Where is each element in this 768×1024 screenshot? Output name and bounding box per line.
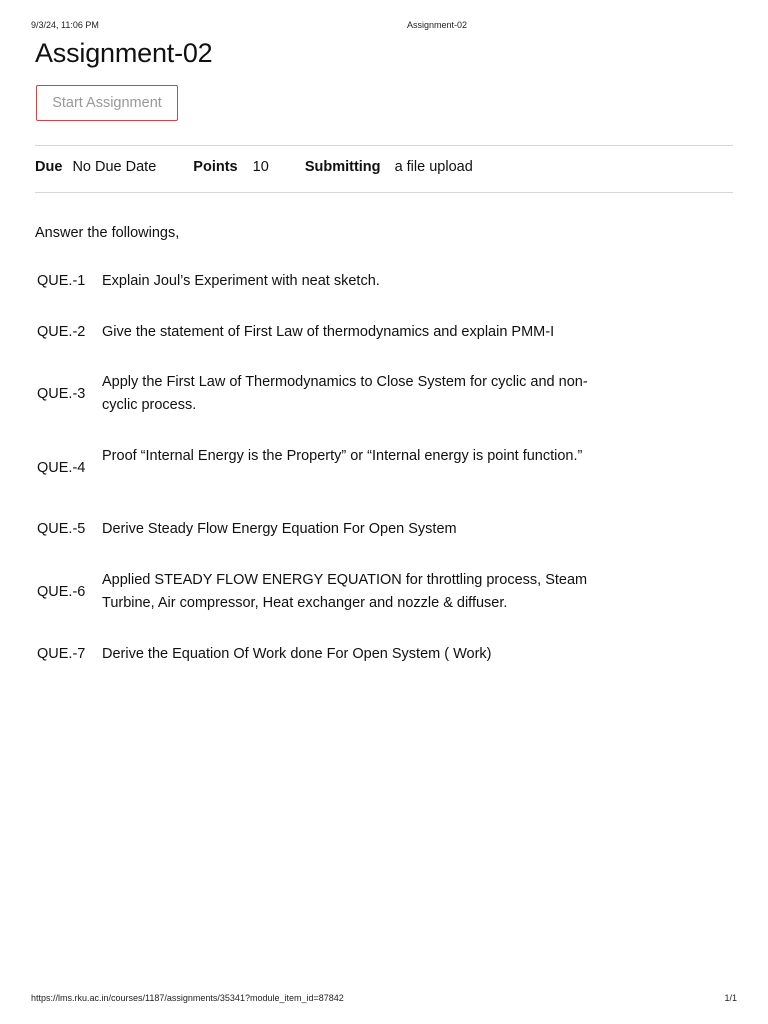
page-title: Assignment-02 bbox=[35, 38, 213, 68]
question-number: QUE.-2 bbox=[37, 324, 86, 340]
start-assignment-button[interactable]: Start Assignment bbox=[36, 85, 178, 121]
question-number: QUE.-7 bbox=[37, 646, 86, 662]
question-number: QUE.-4 bbox=[37, 460, 86, 476]
due-label: Due bbox=[35, 159, 63, 175]
divider-bottom bbox=[35, 192, 733, 193]
question-number: QUE.-5 bbox=[37, 521, 86, 537]
print-page-number: 1/1 bbox=[724, 993, 737, 1003]
question-text: Proof “Internal Energy is the Property” or “Internal energy is point function.” bbox=[102, 448, 583, 464]
question-text: Derive the Equation Of Work done For Open System ( Work) bbox=[102, 646, 492, 662]
due-value: No Due Date bbox=[72, 159, 157, 175]
print-datetime: 9/3/24, 11:06 PM bbox=[31, 20, 99, 30]
question-text: Applied STEADY FLOW ENERGY EQUATION for throttling process, Steam Turbine, Air compressor, Heat exchanger and nozzle & diffuser. bbox=[102, 572, 588, 611]
question-number: QUE.-3 bbox=[37, 386, 86, 402]
submitting-value: a file upload bbox=[394, 159, 473, 175]
question-text: Give the statement of First Law of thermodynamics and explain PMM-I bbox=[102, 324, 555, 340]
question-text: Apply the First Law of Thermodynamics to Close System for cyclic and non-cyclic process. bbox=[102, 374, 588, 413]
points-value: 10 bbox=[252, 159, 269, 175]
question-text: Explain Joul’s Experiment with neat sketch. bbox=[102, 273, 380, 289]
question-number: QUE.-6 bbox=[37, 584, 86, 600]
question-text: Derive Steady Flow Energy Equation For Open System bbox=[102, 521, 457, 537]
question-number: QUE.-1 bbox=[37, 273, 86, 289]
submitting-label: Submitting bbox=[304, 159, 381, 175]
divider-top bbox=[35, 145, 733, 146]
print-url: https://lms.rku.ac.in/courses/1187/assignments/35341?module_item_id=87842 bbox=[31, 993, 344, 1003]
intro-text: Answer the followings, bbox=[35, 225, 180, 241]
assignment-details bbox=[35, 159, 473, 175]
print-header bbox=[31, 20, 737, 32]
print-doc-title: Assignment-02 bbox=[407, 20, 468, 30]
points-label: Points bbox=[193, 159, 238, 175]
